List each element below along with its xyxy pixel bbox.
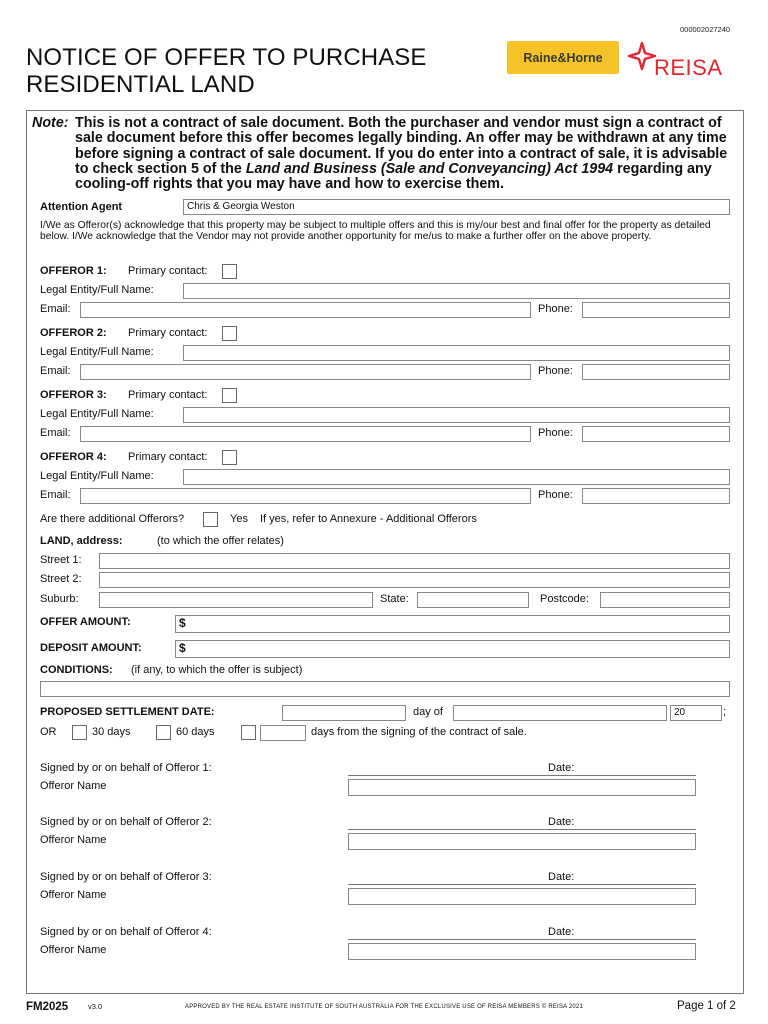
offer-amount-label: OFFER AMOUNT: [40,616,131,628]
approval-notice: APPROVED BY THE REAL ESTATE INSTITUTE OF SOUTH AUSTRALIA FOR THE EXCLUSIVE USE OF REISA MEMBERS © REISA 2021 [185,1004,584,1010]
signature-line-1[interactable] [348,775,696,776]
street1-field[interactable] [99,553,730,569]
offeror-1-primary-contact-checkbox[interactable] [222,264,237,279]
offeror-3-primary-contact-label: Primary contact: [128,389,208,401]
offeror-1-phone-field[interactable] [582,302,730,318]
offeror-2-primary-contact-checkbox[interactable] [222,326,237,341]
offeror-3-name-label: Offeror Name [40,889,107,901]
offeror-2-primary-contact-label: Primary contact: [128,327,208,339]
offeror-3-heading: OFFEROR 3: [40,389,107,401]
title-line-2: RESIDENTIAL LAND [26,71,255,98]
form-code: FM2025 [26,1001,69,1013]
offeror-2-legal-name-field[interactable] [183,345,730,361]
offeror-4-legal-name-field[interactable] [183,469,730,485]
offeror-1-legal-name-field[interactable] [183,283,730,299]
offeror-2-email-label: Email: [40,365,71,377]
settlement-month-field[interactable] [453,705,667,721]
signed-offeror-2-label: Signed by or on behalf of Offeror 2: [40,816,212,828]
offeror-2-heading: OFFEROR 2: [40,327,107,339]
days30-label: 30 days [92,726,131,738]
offeror-4-legal-name-label: Legal Entity/Full Name: [40,470,154,482]
attention-agent-label: Attention Agent [40,201,123,213]
note-text-2: regarding any cooling-off rights that you may have and how to exercise them. [75,160,712,193]
street2-label: Street 2: [40,573,82,585]
note-label: Note: [32,115,69,131]
offeror-4-name-label: Offeror Name [40,944,107,956]
signature-1-date-label: Date: [548,762,575,774]
settlement-day-of-label: day of [413,706,443,718]
additional-offerors-question: Are there additional Offerors? [40,513,185,525]
offeror-1-legal-name-label: Legal Entity/Full Name: [40,284,154,296]
form-version: v3.0 [88,1002,103,1011]
days30-checkbox[interactable] [72,725,87,740]
offeror-3-legal-name-label: Legal Entity/Full Name: [40,408,154,420]
offeror-4-email-label: Email: [40,489,71,501]
title-line-1: NOTICE OF OFFER TO PURCHASE [26,44,427,71]
signature-4-date-label: Date: [548,926,575,938]
street2-field[interactable] [99,572,730,588]
offeror-2-phone-label: Phone: [538,365,573,377]
signature-line-3[interactable] [348,884,696,885]
postcode-field[interactable] [600,592,730,608]
offeror-1-email-label: Email: [40,303,71,315]
signature-2-date-label: Date: [548,816,575,828]
offeror-4-phone-field[interactable] [582,488,730,504]
settlement-semicolon: ; [723,706,727,718]
offeror-1-primary-contact-label: Primary contact: [128,265,208,277]
conditions-sub: (if any, to which the offer is subject) [131,664,303,676]
offeror-1-heading: OFFEROR 1: [40,265,107,277]
land-address-heading: LAND, address: [40,535,123,547]
reisa-logo: REISA [654,55,723,80]
offeror-3-phone-field[interactable] [582,426,730,442]
deposit-amount-field[interactable]: $ [175,640,730,658]
note-text-1: This is not a contract of sale document. Both the purchaser and vendor must sign a contract of sale document before this offer becomes legally binding. An offer may be withdrawn at any time before signing a contract of sale document. If you do enter into a contract of sale, it is advisable to check section 5 of the [75,115,728,177]
suburb-field[interactable] [99,592,373,608]
offeror-3-email-label: Email: [40,427,71,439]
offeror-2-legal-name-label: Legal Entity/Full Name: [40,346,154,358]
offeror-4-primary-contact-checkbox[interactable] [222,450,237,465]
offeror-3-email-field[interactable] [80,426,531,442]
page-number: Page 1 of 2 [677,1000,736,1012]
offeror-1-email-field[interactable] [80,302,531,318]
offeror-2-phone-field[interactable] [582,364,730,380]
signed-offeror-4-label: Signed by or on behalf of Offeror 4: [40,926,212,938]
offeror-4-name-field[interactable] [348,943,696,960]
offeror-4-phone-label: Phone: [538,489,573,501]
signed-offeror-3-label: Signed by or on behalf of Offeror 3: [40,871,212,883]
signed-offeror-1-label: Signed by or on behalf of Offeror 1: [40,762,212,774]
offeror-2-name-field[interactable] [348,833,696,850]
deposit-amount-label: DEPOSIT AMOUNT: [40,642,142,654]
custom-days-field[interactable] [260,725,306,741]
additional-offerors-checkbox[interactable] [203,512,218,527]
suburb-label: Suburb: [40,593,79,605]
raine-horne-logo: Raine&Horne [507,41,619,74]
offeror-1-name-label: Offeror Name [40,780,107,792]
conditions-field[interactable] [40,681,730,697]
legal-note [32,116,742,192]
custom-days-checkbox[interactable] [241,725,256,740]
additional-offerors-note: If yes, refer to Annexure - Additional Offerors [260,513,477,525]
offeror-4-email-field[interactable] [80,488,531,504]
offeror-3-primary-contact-checkbox[interactable] [222,388,237,403]
settlement-day-field[interactable] [282,705,406,721]
state-label: State: [380,593,409,605]
state-field[interactable] [417,592,529,608]
offeror-1-name-field[interactable] [348,779,696,796]
offeror-2-name-label: Offeror Name [40,834,107,846]
land-address-sub: (to which the offer relates) [157,535,284,547]
offeror-4-heading: OFFEROR 4: [40,451,107,463]
settlement-year-field[interactable]: 20 [670,705,722,721]
offer-amount-field[interactable]: $ [175,615,730,633]
offeror-3-name-field[interactable] [348,888,696,905]
days60-label: 60 days [176,726,215,738]
signature-3-date-label: Date: [548,871,575,883]
offeror-3-phone-label: Phone: [538,427,573,439]
conditions-label: CONDITIONS: [40,664,113,676]
acknowledgement-text: I/We as Offeror(s) acknowledge that this property may be subject to multiple offers and this is my/our best and final offer for the property as detailed below. I/We acknowledge that the Vendor may not provide another opportunity for me/us to make a further offer on the above property. [40,220,711,242]
settlement-or-label: OR [40,726,57,738]
postcode-label: Postcode: [540,593,589,605]
additional-offerors-yes: Yes [230,513,248,525]
attention-agent-field[interactable]: Chris & Georgia Weston [183,199,730,215]
offeror-1-phone-label: Phone: [538,303,573,315]
signature-line-2[interactable] [348,829,696,830]
days-from-signing-label: days from the signing of the contract of sale. [311,726,527,738]
offeror-3-legal-name-field[interactable] [183,407,730,423]
note-act-name: Land and Business (Sale and Conveyancing) Act 1994 [245,160,614,177]
document-number: 000002027240 [680,25,731,34]
street1-label: Street 1: [40,554,82,566]
page-title [26,44,427,98]
offeror-4-primary-contact-label: Primary contact: [128,451,208,463]
signature-line-4[interactable] [348,939,696,940]
form-frame [26,110,744,994]
offeror-2-email-field[interactable] [80,364,531,380]
days60-checkbox[interactable] [156,725,171,740]
note-body [32,116,742,192]
settlement-date-label: PROPOSED SETTLEMENT DATE: [40,706,215,718]
